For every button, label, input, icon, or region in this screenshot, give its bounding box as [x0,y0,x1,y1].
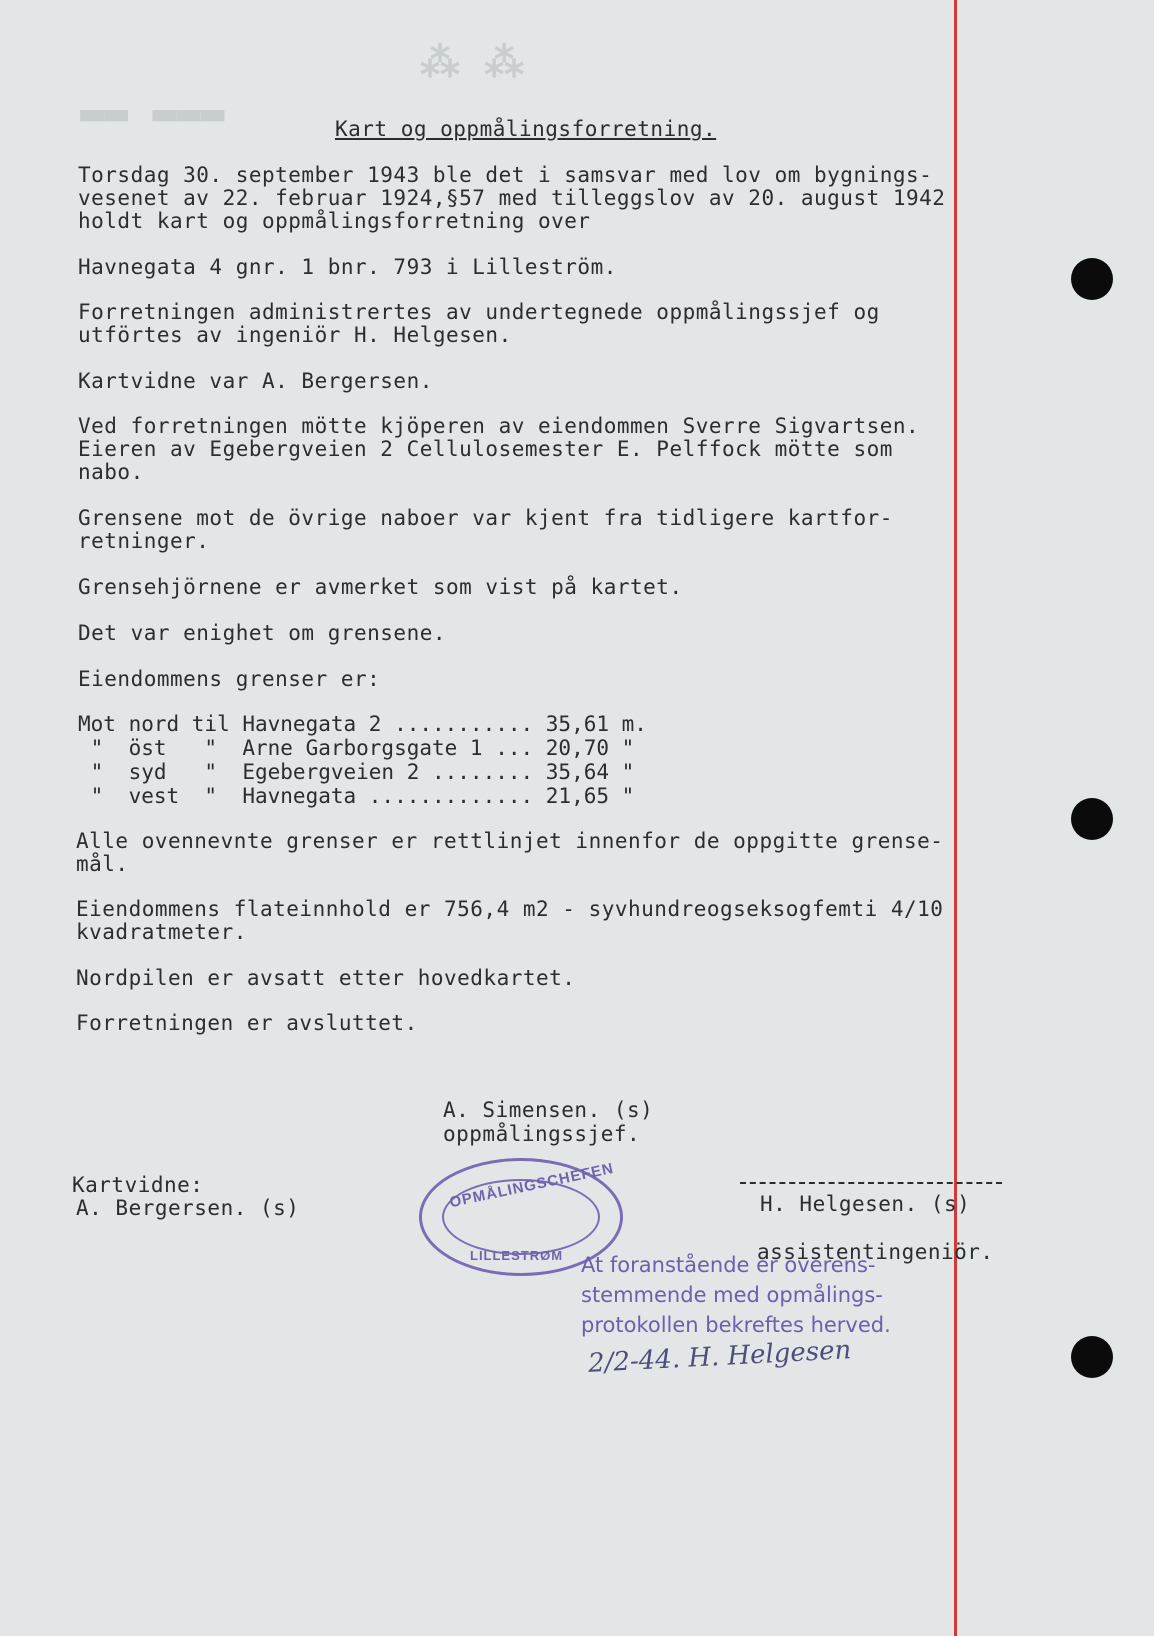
bleed-through-mark: ⁂ ⁂ [420,40,525,86]
paragraph-line: Ved forretningen mötte kjöperen av eiendommen Sverre Sigvartsen. [78,414,920,438]
paragraph-line: vesenet av 22. februar 1924,§57 med tilleggslov av 20. august 1942 [78,186,946,210]
punch-hole-icon [1071,258,1113,300]
witness-signature: A. Bergersen. (s) [76,1196,300,1220]
boundary-row: " vest " Havnegata ............. 21,65 " [78,784,635,808]
paragraph-line: Alle ovennevnte grenser er rettlinjet innenfor de oppgitte grense- [76,829,944,853]
paragraph-line: Grensehjörnene er avmerket som vist på kartet. [78,575,683,599]
paragraph-line: holdt kart og oppmålingsforretning over [78,209,591,233]
certification-line: protokollen bekreftes herved. [581,1313,891,1337]
signature-line [740,1182,1002,1184]
certification-line: At foranstående er overens- [581,1253,876,1277]
paragraph-line: Forretningen administrertes av undertegnede oppmålingssjef og [78,300,880,324]
boundary-row: " öst " Arne Garborgsgate 1 ... 20,70 " [78,736,635,760]
chief-signature: A. Simensen. (s) [443,1098,654,1122]
stamp-top-text: OPMÅLINGSCHEFEN [448,1159,616,1212]
paragraph-line: Eieren av Egebergveien 2 Cellulosemester E. Pelffock mötte som [78,437,893,461]
paragraph-line: Kartvidne var A. Bergersen. [78,369,433,393]
red-margin-line [954,0,957,1636]
paragraph-line: nabo. [78,460,144,484]
paragraph-line: mål. [76,852,129,876]
bleed-through-mark: ▬▬▬ ▬▬ [80,90,225,136]
paragraph-line: Forretningen er avsluttet. [76,1011,418,1035]
boundary-row: Mot nord til Havnegata 2 ........... 35,61 m. [78,712,647,736]
chief-title: oppmålingssjef. [443,1122,641,1146]
witness-label: Kartvidne: [72,1173,204,1197]
handwritten-signature: 2/2-44. H. Helgesen [587,1335,852,1379]
engineer-signature: H. Helgesen. (s) [760,1192,971,1216]
paragraph-line: utförtes av ingeniör H. Helgesen. [78,323,512,347]
paragraph-line: kvadratmeter. [76,920,247,944]
stamp-bottom-text: LILLESTRØM [470,1248,564,1263]
certification-line: stemmende med opmålings- [581,1283,883,1307]
property-line: Havnegata 4 gnr. 1 bnr. 793 i Lilleström. [78,255,617,279]
paragraph-line: Torsdag 30. september 1943 ble det i samsvar med lov om bygnings- [78,163,933,187]
paragraph-line: Det var enighet om grensene. [78,621,447,645]
punch-hole-icon [1071,1336,1113,1378]
page-title: Kart og oppmålingsforretning. [335,117,717,141]
paragraph-line: Grensene mot de övrige naboer var kjent fra tidligere kartfor- [78,506,893,530]
boundary-row: " syd " Egebergveien 2 ........ 35,64 " [78,760,635,784]
engineer-title: assistentingeniör. [757,1240,994,1264]
punch-hole-icon [1071,798,1113,840]
paragraph-line: Eiendommens flateinnhold er 756,4 m2 - syvhundreogseksogfemti 4/10 [76,897,944,921]
paragraph-line: Nordpilen er avsatt etter hovedkartet. [76,966,576,990]
paragraph-line: retninger. [78,529,210,553]
paragraph-line: Eiendommens grenser er: [78,667,381,691]
